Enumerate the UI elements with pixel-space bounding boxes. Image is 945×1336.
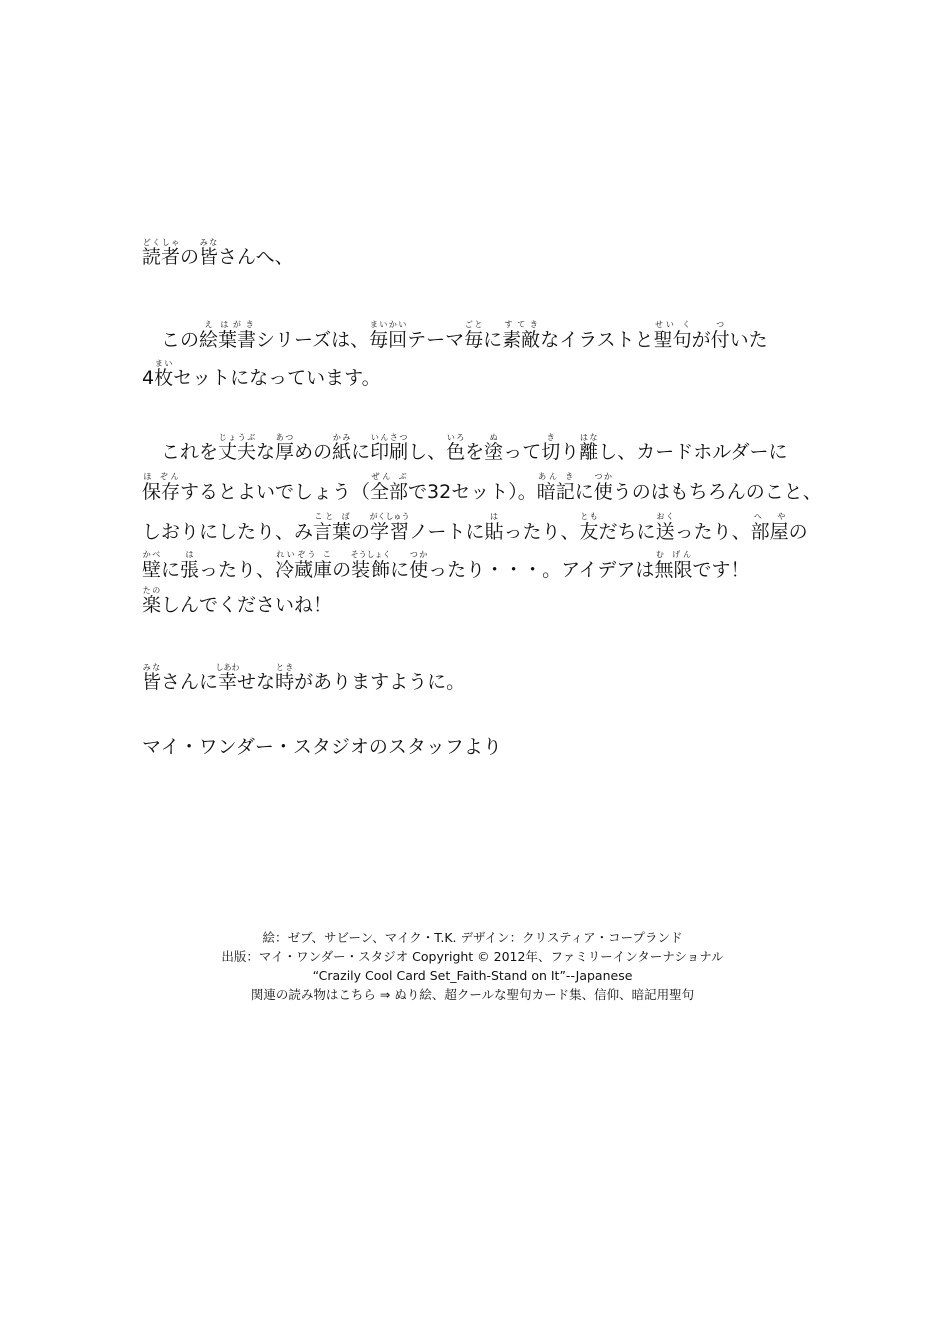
paragraph-2-line-5: 楽たのしんでくださいね！ — [142, 586, 333, 616]
greeting: 読者どくしゃの皆みなさんへ、 — [142, 238, 294, 268]
ruby-word: 皆みな — [142, 663, 162, 693]
ruby-word: 装飾そうしょく — [350, 550, 391, 581]
ruby-word: 枚まい — [154, 359, 174, 389]
ruby-word: 絵え — [199, 320, 219, 351]
greeting-word-reader: 読者どくしゃ — [142, 238, 181, 268]
ruby-word: 冷蔵庫れいぞう こ — [275, 550, 333, 581]
ruby-word: 使つか — [593, 472, 613, 503]
ruby-word: 塗ぬ — [484, 433, 504, 463]
paragraph-2-line-3: しおりにしたり、み言葉こと ばの学習がくしゅうノートに貼はったり、友ともだちに送おくったり、部屋へ やの — [142, 512, 808, 543]
ruby-word: 印刷いんさつ — [370, 433, 409, 463]
ruby-word: 幸しあわ — [215, 663, 240, 693]
credits-title: “Crazily Cool Card Set_Faith-Stand on It”--Japanese — [312, 968, 633, 983]
ruby-word: 学習がくしゅう — [369, 512, 410, 543]
ruby-word: 友とも — [579, 512, 599, 543]
credits — [0, 928, 945, 1004]
ruby-word: 毎回まいかい — [369, 320, 408, 351]
credits-artists-design: 絵：ゼブ、サビーン、マイク・T.K. デザイン：クリスティア・コープランド — [262, 930, 683, 945]
ruby-word: 送おく — [655, 512, 675, 543]
ruby-word: 部屋へ や — [750, 512, 789, 543]
ruby-word: 紙かみ — [332, 433, 352, 463]
ruby-word: 言葉こと ば — [313, 512, 352, 543]
ruby-word: 付つ — [710, 320, 730, 351]
ruby-word: 厚あつ — [275, 433, 295, 463]
ruby-word: 素敵すてき — [502, 320, 541, 351]
ruby-word: 楽たの — [142, 586, 162, 616]
ruby-word: 時とき — [275, 663, 295, 693]
ruby-word: 切き — [541, 433, 561, 463]
paragraph-3: 皆みなさんに幸しあわせな時ときがありますように。 — [142, 663, 466, 693]
ruby-word: 毎ごと — [464, 320, 484, 351]
paragraph-1-line-2: 4枚まいセットになっています。 — [142, 359, 381, 389]
credits-publisher-copyright: 出版：マイ・ワンダー・スタジオ Copyright © 2012年、ファミリーインターナショナル — [221, 949, 724, 964]
ruby-word: 丈夫じょうぶ — [218, 433, 257, 463]
ruby-word: 聖句せい く — [653, 320, 692, 351]
ruby-word: 貼は — [484, 512, 504, 543]
ruby-word: 保存ほ ぞん — [142, 472, 181, 503]
credits-related-reading: 関連の読み物はこちら ⇒ ぬり絵、超クールな聖句カード集、信仰、暗記用聖句 — [250, 987, 695, 1002]
signature: マイ・ワンダー・スタジオのスタッフより — [142, 736, 502, 758]
ruby-word: 壁かべ — [142, 550, 162, 581]
ruby-word: 使つか — [409, 550, 429, 581]
paragraph-1-line-1: この絵え葉書はがきシリーズは、毎回まいかいテーマ毎ごとに素敵すてきなイラストと聖句せい くが付ついた — [161, 320, 768, 351]
paragraph-2-line-4: 壁かべに張はったり、冷蔵庫れいぞう この装飾そうしょくに使つかったり・・・。アイデアは無限む げんです！ — [142, 550, 750, 581]
ruby-word: 張は — [180, 550, 200, 581]
ruby-word: 無限む げん — [654, 550, 693, 581]
greeting-word-all: 皆みな — [199, 238, 219, 268]
ruby-word: 離はな — [579, 433, 599, 463]
ruby-word: 葉書はがき — [218, 320, 257, 351]
paragraph-2-line-2: 保存ほ ぞんするとよいでしょう（全部ぜん ぶで32セット）。暗記あん きに使つかうのはもちろんのこと、 — [142, 472, 822, 503]
ruby-word: 暗記あん き — [536, 472, 575, 503]
ruby-word: 色いろ — [446, 433, 466, 463]
ruby-word: 全部ぜん ぶ — [370, 472, 409, 503]
paragraph-2-line-1: これを丈夫じょうぶな厚あつめの紙かみに印刷いんさつし、色いろを塗ぬって切きり離はなし、カードホルダーに — [161, 433, 788, 463]
